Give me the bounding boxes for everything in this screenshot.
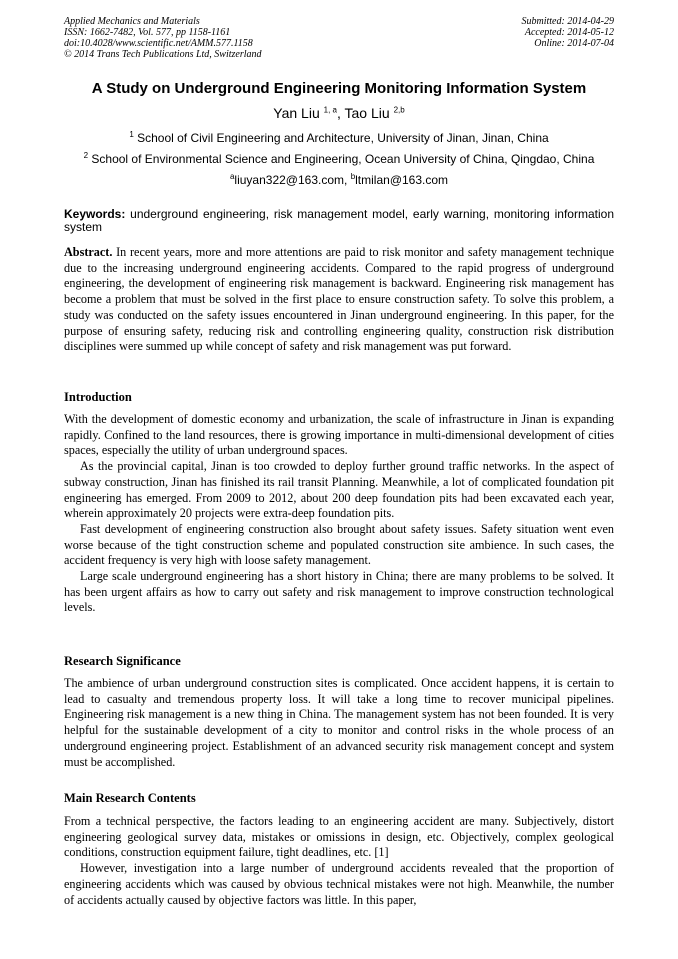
affiliation-mark: 1: [129, 130, 134, 139]
author-affiliation-mark: 2,b: [393, 105, 405, 115]
paragraph: As the provincial capital, Jinan is too crowded to deploy further ground traffic networks. In the aspect of subway construction, Jinan has finished its rail transit Planning. Meanwhile, a lot of complicated foundation pit engineering has emerged. From 2009 to 2012, about 200 deep foundation pits had been excavated each year, wherein approximately 20 projects were extra-deep foundation pits.: [64, 459, 614, 521]
section-body: [64, 676, 614, 770]
email-address: ltmilan@163.com: [355, 173, 449, 187]
email-address: liuyan322@163.com: [234, 173, 345, 187]
affiliation-text: School of Environmental Science and Engineering, Ocean University of China, Qingdao, China: [91, 152, 595, 166]
affiliation: [40, 152, 638, 166]
keywords: [64, 208, 614, 234]
paragraph: Fast development of engineering construction also brought about safety issues. Safety situation went even worse because of the tight construction scheme and populated construction site ambience. In such cases, the accident frequency is very high with loose safety management.: [64, 521, 614, 568]
section-heading: Research Significance: [64, 654, 181, 668]
accepted-date: Accepted: 2014-05-12: [524, 27, 614, 38]
journal-copyright: © 2014 Trans Tech Publications Ltd, Switzerland: [64, 49, 262, 60]
email-mark: b: [350, 172, 356, 181]
section-body: [64, 814, 614, 908]
paper-title: A Study on Underground Engineering Monitoring Information System: [91, 80, 587, 97]
author-name: Yan Liu: [273, 105, 320, 121]
abstract-label: Abstract.: [64, 245, 113, 259]
journal-doi: doi:10.4028/www.scientific.net/AMM.577.1158: [64, 38, 253, 49]
section-body: [64, 412, 614, 616]
email-mark: a: [229, 172, 235, 181]
paragraph: With the development of domestic economy and urbanization, the scale of infrastructure in Jinan is expanding rapidly. Confined to the land resources, there is growing importance in multi-dimensional development of cities spaces, especially the utility of urban underground spaces.: [64, 412, 614, 458]
section-heading: Introduction: [64, 390, 132, 404]
email-separator: ,: [344, 173, 351, 187]
paragraph: Large scale underground engineering has a short history in China; there are many problems to be solved. It has been urgent affairs as how to carry out safety and risk management to improve construction technological levels.: [64, 569, 614, 615]
affiliation: [40, 131, 638, 145]
submitted-date: Submitted: 2014-04-29: [521, 16, 614, 27]
paragraph: From a technical perspective, the factors leading to an engineering accident are many. Subjectively, distort engineering geological survey data, mistakes or omissions in design, etc. Objectively, complex geological conditions, construction equipment failure, tight deadlines, etc. [1]: [64, 814, 614, 860]
online-date: Online: 2014-07-04: [534, 38, 614, 49]
author-separator: ,: [336, 105, 345, 121]
author-emails: [40, 173, 638, 187]
affiliation-mark: 2: [83, 151, 89, 160]
author-list: [40, 105, 638, 121]
author-affiliation-mark: 1, a: [323, 105, 337, 115]
journal-name: Applied Mechanics and Materials: [64, 16, 200, 27]
keywords-text: underground engineering, risk management model, early warning, monitoring information system: [64, 207, 614, 234]
paragraph: However, investigation into a large number of underground accidents revealed that the proportion of engineering accidents which was caused by obvious technical mistakes were not high. Meanwhile, the number of accidents actually caused by objective factors was little. In this paper,: [64, 861, 614, 907]
journal-issn: ISSN: 1662-7482, Vol. 577, pp 1158-1161: [64, 27, 231, 38]
section-heading: Main Research Contents: [64, 791, 196, 805]
author-name: Tao Liu: [344, 105, 390, 121]
abstract-text: In recent years, more and more attentions are paid to risk monitor and safety management technique due to the increasing underground engineering accidents. Compared to the rapid progress of underground engineering, the development of engineering risk management is backward. Engineering risk management has become a problem that must be solved in the first place to ensure construction safety. To solve this problem, a study was conducted on the safety issues encountered in Jinan underground engineering. In this paper, for the purpose of ensuring safety, reducing risk and controlling engineering quality, construction risk distribution disciplines were summed up while concept of safety and risk management was put forward.: [64, 245, 615, 354]
keywords-label: Keywords:: [64, 207, 126, 221]
affiliation-text: School of Civil Engineering and Architecture, University of Jinan, Jinan, China: [137, 131, 549, 145]
publication-dates: [522, 16, 615, 49]
abstract: [64, 245, 614, 355]
journal-info: [64, 16, 262, 60]
paragraph: The ambience of urban underground construction sites is complicated. Once accident happens, it is certain to lead to casualty and tremendous property loss. It will take a long time to recover municipal pipelines. Engineering risk management is a new thing in China. The management system has not been founded. It is very helpful for the sustainable development of a city to monitor and control risks in the whole process of an underground engineering project. Establishment of an advanced security risk management concept and system must be accomplished.: [64, 676, 614, 769]
